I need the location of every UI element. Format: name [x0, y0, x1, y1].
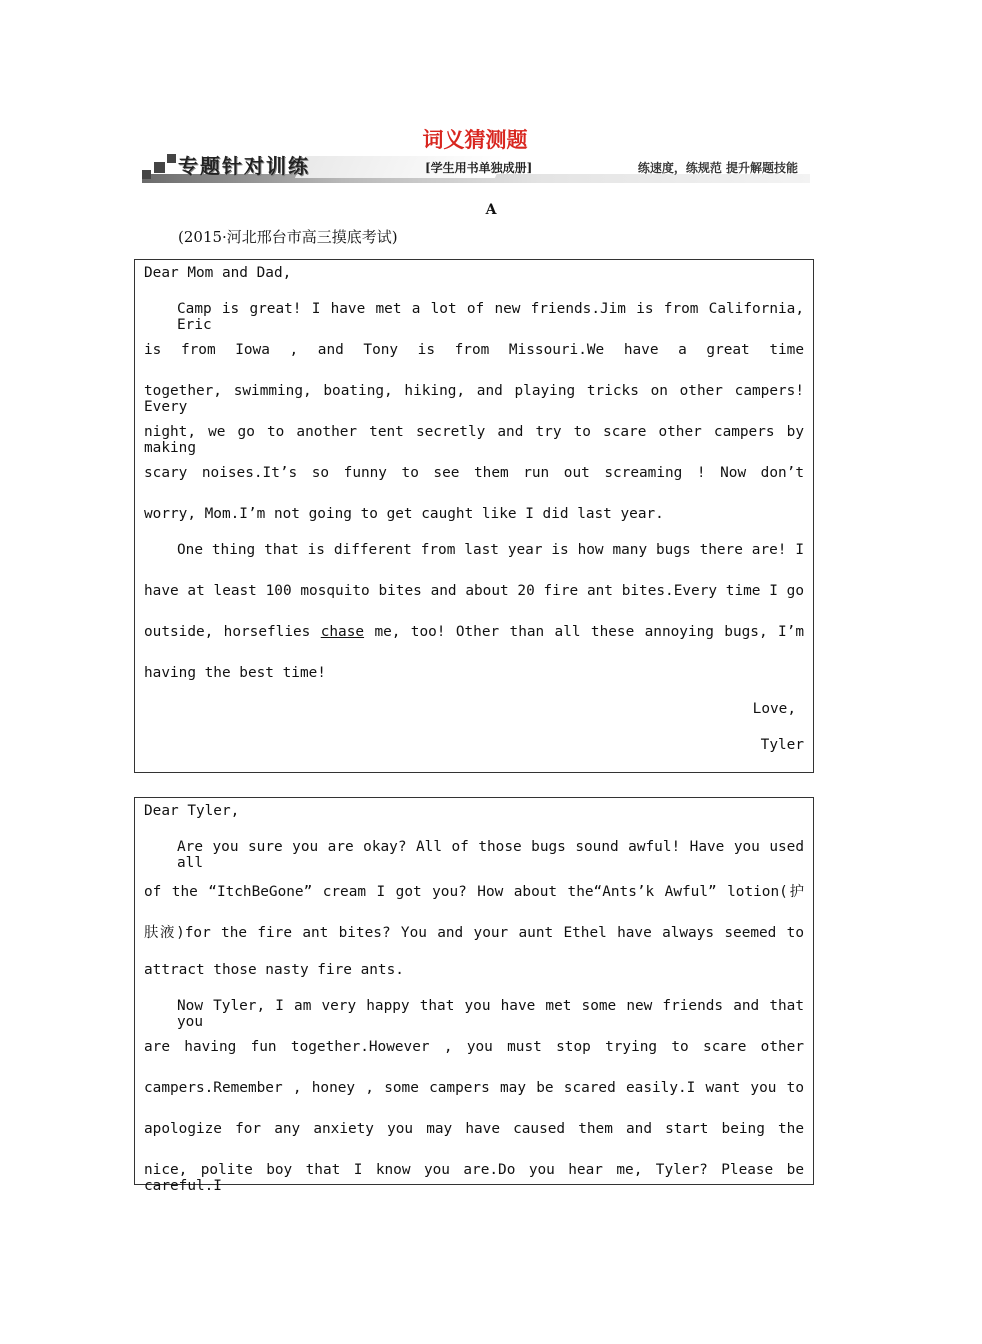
- letter-greeting: Dear Mom and Dad,: [144, 265, 292, 281]
- letter-line: 肤液)for the fire ant bites? You and your aunt Ethel have always seemed to: [144, 925, 804, 941]
- letter-line: is from Iowa , and Tony is from Missouri.We have a great time: [144, 342, 804, 358]
- letter-line: apologize for any anxiety you may have caused them and start being the: [144, 1121, 804, 1137]
- banner-square-icon: [167, 154, 176, 163]
- letter-line: worry, Mom.I’m not going to get caught like I did last year.: [144, 506, 664, 522]
- underlined-word: chase: [320, 624, 365, 640]
- letter-line: scary noises.It’s so funny to see them run out screaming ! Now don’t: [144, 465, 804, 481]
- sub-label: [学生用书单独成册]: [425, 161, 533, 175]
- letter-line: campers.Remember , honey , some campers may be scared easily.I want you to: [144, 1080, 804, 1096]
- line-text: outside, horseflies: [144, 624, 311, 640]
- letter-closing: Love,: [752, 701, 796, 717]
- section-label: A: [485, 202, 497, 218]
- letter-line: nice, polite boy that I know you are.Do you hear me, Tyler? Please be careful.I: [144, 1162, 804, 1194]
- letter-line: One thing that is different from last year is how many bugs there are! I: [177, 542, 804, 558]
- letter-line: Are you sure you are okay? All of those bugs sound awful! Have you used all: [177, 839, 804, 871]
- letter-greeting: Dear Tyler,: [144, 803, 240, 819]
- letter-line: Camp is great! I have met a lot of new friends.Jim is from California, Eric: [177, 301, 804, 333]
- letter-signature: Tyler: [760, 737, 804, 753]
- skills-label: 练速度，练规范 提升解题技能: [637, 161, 798, 175]
- letter-line: having the best time!: [144, 665, 326, 681]
- line-text: me, too! Other than all these annoying bugs, I’m: [374, 624, 804, 640]
- source-note: (2015·河北邢台市高三摸底考试): [178, 228, 398, 246]
- letter-line: [144, 624, 804, 640]
- letter-line: are having fun together.However , you must stop trying to scare other: [144, 1039, 804, 1055]
- banner-square-icon: [154, 162, 165, 173]
- letter-line: have at least 100 mosquito bites and about 20 fire ant bites.Every time I go: [144, 583, 804, 599]
- topic-label: 专题针对训练: [178, 154, 310, 178]
- banner-square-icon: [142, 170, 151, 179]
- section-banner: [140, 150, 812, 186]
- letter-line: together, swimming, boating, hiking, and playing tricks on other campers! Every: [144, 383, 804, 415]
- letter-line: Now Tyler, I am very happy that you have met some new friends and that you: [177, 998, 804, 1030]
- letter-box-mom: [134, 797, 814, 1194]
- letter-line: of the “ItchBeGone” cream I got you? How about the“Ants’k Awful” lotion(护: [144, 884, 804, 900]
- letter-box-tyler: [134, 259, 814, 773]
- letter-line: attract those nasty fire ants.: [144, 962, 404, 978]
- letter-line: night, we go to another tent secretly and try to scare other campers by making: [144, 424, 804, 456]
- page-title: 词义猜测题: [422, 128, 528, 152]
